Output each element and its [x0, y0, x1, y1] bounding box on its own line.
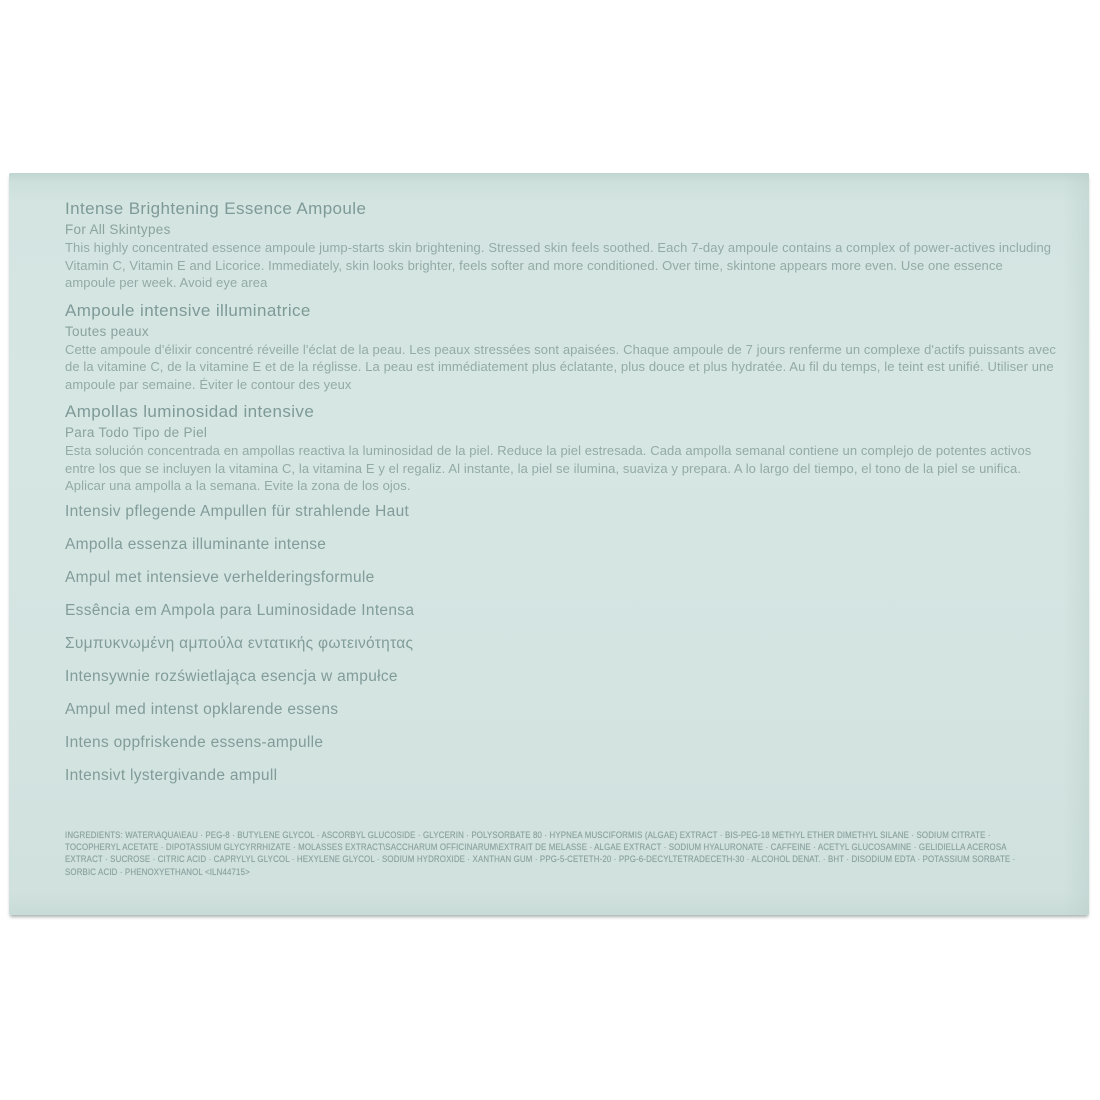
product-name-italian: Ampolla essenza illuminante intense — [65, 535, 327, 553]
section-french — [65, 301, 1063, 394]
product-subtitle-english: For All Skintypes — [65, 222, 171, 237]
ingredients-line-1: INGREDIENTS: WATER\AQUA\EAU · PEG-8 · BUTYLENE GLYCOL · ASCORBYL GLUCOSIDE · GLYCERIN · POLYSORBATE 80 · HYPNEA MUSCIFORMIS (ALGAE) EXTRACT · BIS-PEG-18 METHYL ETHER DIMETHYL SILANE · SODIUM CITRATE · — [65, 829, 991, 840]
box-text-content — [65, 199, 1063, 878]
ingredients-line-2: TOCOPHERYL ACETATE · DIPOTASSIUM GLYCYRRHIZATE · MOLASSES EXTRACT\SACCHARUM OFFICINARUM\EXTRAIT DE MELASSE · ALGAE EXTRACT · SODIUM HYALURONATE · CAFFEINE · ACETYL GLUCOSAMINE · GELIDIELLA ACEROSA — [65, 841, 1007, 852]
product-box-back-panel — [9, 173, 1089, 915]
product-name-portuguese: Essência em Ampola para Luminosidade Intensa — [65, 601, 415, 619]
product-subtitle-spanish: Para Todo Tipo de Piel — [65, 425, 208, 440]
product-name-greek: Συμπυκνωμένη αμπούλα εντατικής φωτεινότητας — [65, 634, 414, 652]
product-name-danish: Ampul med intenst opklarende essens — [65, 700, 339, 718]
ingredients-list — [65, 829, 1063, 879]
product-description-english: This highly concentrated essence ampoule jump-starts skin brightening. Stressed skin feels soothed. Each 7-day ampoule contains a complex of power-actives including Vitamin C, Vitamin E and Licorice. Immediately, skin looks brighter, feels softer and more conditioned. Over time, skintone appears more even. Use one essence ampoule per week. Avoid eye area — [65, 240, 1052, 290]
product-title-french: Ampoule intensive illuminatrice — [65, 300, 311, 320]
product-name-swedish: Intensivt lystergivande ampull — [65, 766, 278, 784]
product-description-french: Cette ampoule d'élixir concentré réveille l'éclat de la peau. Les peaux stressées sont apaisées. Chaque ampoule de 7 jours renferme un complexe d'actifs puissants avec de la vitamine C, de la vitamine E et de la réglisse. La peau est immédiatement plus éclatante, plus douce et plus hydratée. Au fil du temps, le teint est unifié. Utiliser une ampoule par semaine. Éviter le contour des yeux — [65, 341, 1057, 392]
section-english — [65, 199, 1063, 292]
ingredients-line-4: SORBIC ACID · PHENOXYETHANOL <ILN44715> — [65, 866, 250, 877]
product-description-spanish: Esta solución concentrada en ampollas reactiva la luminosidad de la piel. Reduce la piel estresada. Cada ampolla semanal contiene un complejo de potentes activos entre los que se incluyen la vitamina C, la vitamina E y el regaliz. Al instante, la piel se ilumina, suaviza y prepara. A lo largo del tiempo, el tono de la piel se unifica. Aplicar una ampolla a la semana. Evite la zona de los ojos. — [65, 443, 1032, 493]
ingredients-line-3: EXTRACT · SUCROSE · CITRIC ACID · CAPRYLYL GLYCOL · HEXYLENE GLYCOL · SODIUM HYDROXIDE · XANTHAN GUM · PPG-5-CETETH-20 · PPG-6-DECYLTETRADECETH-30 · ALCOHOL DENAT. · BHT · DISODIUM EDTA · POTASSIUM SORBATE · — [65, 854, 1016, 865]
product-name-dutch: Ampul met intensieve verhelderingsformule — [65, 568, 375, 586]
language-name-list — [65, 504, 1063, 784]
product-name-norwegian: Intens oppfriskende essens-ampulle — [65, 733, 324, 751]
section-spanish — [65, 402, 1063, 495]
product-title-english: Intense Brightening Essence Ampoule — [65, 199, 367, 218]
product-title-spanish: Ampollas luminosidad intensive — [65, 402, 315, 421]
product-name-german: Intensiv pflegende Ampullen für strahlende Haut — [65, 502, 410, 520]
product-subtitle-french: Toutes peaux — [65, 323, 149, 339]
product-name-polish: Intensywnie rozświetlająca esencja w ampułce — [65, 667, 398, 685]
